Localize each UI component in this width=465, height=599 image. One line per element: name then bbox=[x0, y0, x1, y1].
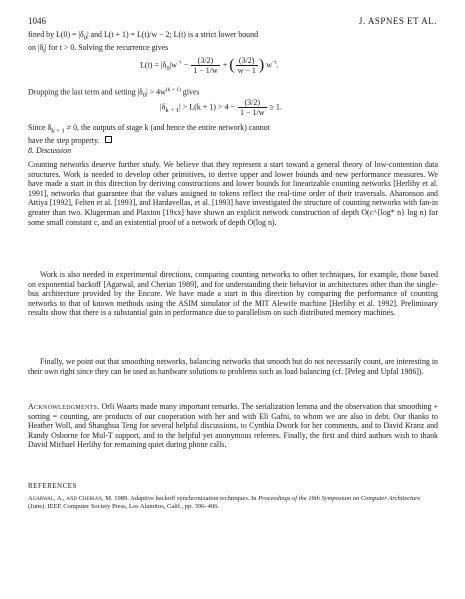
running-header-authors: J. ASPNES ET AL. bbox=[358, 16, 437, 26]
qed-square-icon bbox=[105, 136, 112, 143]
proof-text-line-3: Dropping the last term and setting $|\delta_0| > 4w^{(k + 1)}$ gives bbox=[28, 87, 200, 100]
references-heading: REFERENCES bbox=[28, 482, 77, 490]
proof-text-line-1: fined by $L(0) = |\delta_0|$ and L(t + 1) = L(t)/w − 2; L(t) is a strict lower bound on $|\delta_t|$ for t > 0. Solving the recurrence gives bbox=[28, 30, 259, 55]
body-paragraph-2: Work is also needed in experimental directions, comparing counting networks to other techniques, for example, those based on exponential backoff [Agarwal, and Cherian 1989], and for understanding their behavior in architectures other than the single-bus architecture provided by the Encore. We have made a start in this direction by comparing the performance of counting networks to that of known methods using the ASIM simulator of the MIT Alewife machine [Herlihy et al. 1992]. Preliminary results show that there is a substantial gain in performance due to parallelism on such distributed memory machines. bbox=[28, 270, 438, 318]
equation-bound: $|\delta_{k + 1}| > L(k + 1) > 4$ − $\frac{(3/2)}{1 - 1/w}$ ≥ 1. bbox=[160, 98, 282, 117]
section-heading: 8. Discussion bbox=[28, 146, 72, 155]
reference-item: Agarwal, A., and Cherian, M. 1989. Adaptive backoff synchronization techniques. In Proceedings of the 16th Symposium on Computer Architecture (June). IEEE Computer Society Press, Los Alamitos, Calif., pp. 396–406. bbox=[28, 495, 421, 511]
body-paragraph-3: Finally, we point out that smoothing networks, balancing networks that smooth but do not necessarily count, are interesting in their own right since they can be used as hardware solutions to problems such as load balancing (cf. [Peleg and Upfal 1986]). bbox=[28, 357, 438, 376]
body-paragraph-1: Counting networks deserve further study. We believe that they represent a start toward a general theory of low-contention data structures. Work is needed to develop other primitives, to derive upper and lower bounds and new performance measures. We have made a start in this direction by deriving constructions and lower bounds for linearizable counting networks [Herlihy et al. 1991], networks that guarantee that the values assigned to tokens reflect the real-time order of their traversals. Aharonson and Attiya [1992], Felten et al. [1993], and Hardavellas, et al. [1993] have investigated the structure of counting networks with fan-in greater than two. Klugerman and Plaxton [19xx] have shown an explicit network construction of depth O(c^{log* n} log n) for some small constant c, and an existential proof of a network of depth O(log n). bbox=[28, 160, 438, 227]
proof-conclusion: Since $\delta_{k + 1} \ne 0$, the outputs of stage k (and hence the entire network) cannot have the step property. bbox=[28, 123, 270, 146]
equation-recurrence: $L(t) = |\delta_0|w^{-t}$ − $\frac{(3/2)}{1 - 1/w}$ + ( $\frac{(3/2)}{w - 1}$ ) $w^{-t}$. bbox=[140, 56, 279, 75]
acknowledgments: Acknowledgments. Orli Waarts made many important remarks. The serialization lemma and the observation that smoothing + sorting = counting, are products of our cooperation with her and with Eli Gafni, to whom we are also in debt. Our thanks to Heather Woll, and Shanghua Teng for several helpful discussions, to Cynthia Dwork for her comments, and to David Kranz and Randy Osborne for Mul-T support, and to the helpful yet anonymous referees. Finally, the first and third authors wish to thank David Michael Herlihy for remaining quiet during phone calls. bbox=[28, 402, 438, 450]
page-number: 1046 bbox=[28, 16, 46, 26]
